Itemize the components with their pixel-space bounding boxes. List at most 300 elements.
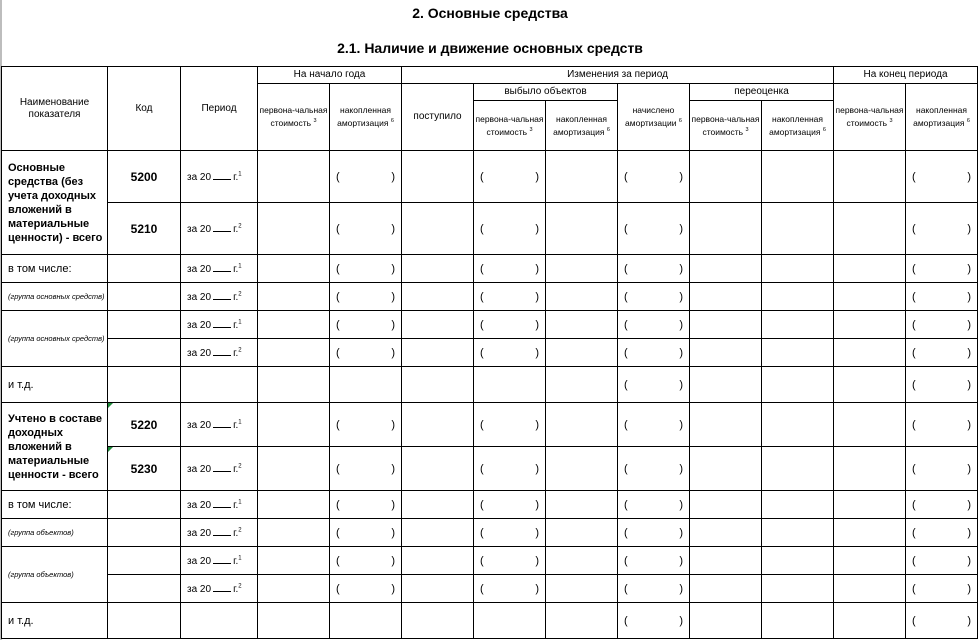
value-cell[interactable]: [618, 575, 690, 603]
period-prefix: за 20: [187, 292, 212, 303]
paren-open: (: [912, 498, 916, 511]
value-cell[interactable]: [402, 403, 474, 447]
value-cell[interactable]: [402, 151, 474, 203]
value-cell[interactable]: [474, 447, 546, 491]
paren-close: ): [967, 526, 971, 539]
paren-open: (: [624, 498, 628, 511]
value-cell[interactable]: [690, 311, 762, 339]
value-cell[interactable]: [906, 603, 978, 639]
value-cell[interactable]: [834, 339, 906, 367]
value-cell[interactable]: [402, 339, 474, 367]
value-cell[interactable]: [690, 283, 762, 311]
paren-open: (: [624, 582, 628, 595]
row-period[interactable]: [181, 519, 258, 547]
value-cell[interactable]: [546, 403, 618, 447]
value-cell[interactable]: [690, 255, 762, 283]
period-suffix: г.: [233, 292, 239, 303]
value-cell[interactable]: [906, 283, 978, 311]
period-footnote: 1: [238, 419, 242, 426]
value-cell[interactable]: [546, 603, 618, 639]
paren-open: (: [336, 318, 340, 331]
value-cell[interactable]: [834, 603, 906, 639]
table-row: [2, 491, 978, 519]
row-name-dv-name: Учтено в составе доходных вложений в материальные ценности - всего: [2, 403, 108, 491]
paren-open: (: [912, 290, 916, 303]
value-cell[interactable]: [402, 203, 474, 255]
header-disposed-initial: первона-чальная стоимость $^3$: [474, 101, 546, 151]
period-footnote: 2: [238, 583, 242, 590]
value-cell[interactable]: [762, 403, 834, 447]
value-cell[interactable]: [618, 203, 690, 255]
row-period[interactable]: [181, 339, 258, 367]
value-cell[interactable]: [690, 491, 762, 519]
value-cell[interactable]: [834, 547, 906, 575]
value-cell[interactable]: [258, 519, 330, 547]
period-footnote: 2: [238, 291, 242, 298]
period-suffix: г.: [233, 420, 239, 431]
paren-close: ): [535, 318, 539, 331]
paren-close: ): [391, 582, 395, 595]
table-row: [2, 311, 978, 339]
year-blank[interactable]: [213, 262, 231, 272]
value-cell[interactable]: [474, 283, 546, 311]
value-cell[interactable]: [834, 575, 906, 603]
value-cell[interactable]: [690, 339, 762, 367]
table-row: [2, 255, 978, 283]
table-row: [2, 283, 978, 311]
paren-close: ): [679, 222, 683, 235]
value-cell[interactable]: [258, 403, 330, 447]
value-cell[interactable]: [906, 367, 978, 403]
value-cell[interactable]: [402, 283, 474, 311]
value-cell[interactable]: [618, 603, 690, 639]
paren-open: (: [336, 554, 340, 567]
paren-open: (: [912, 346, 916, 359]
value-cell[interactable]: [762, 283, 834, 311]
header-end-initial: первона-чальная стоимость $^3$: [834, 84, 906, 151]
value-cell[interactable]: [618, 519, 690, 547]
value-cell[interactable]: [474, 547, 546, 575]
value-cell[interactable]: [330, 151, 402, 203]
value-cell[interactable]: [258, 491, 330, 519]
header-reval-initial: первона-чальная стоимость $^3$: [690, 101, 762, 151]
value-cell[interactable]: [258, 311, 330, 339]
year-blank[interactable]: [213, 418, 231, 428]
paren-open: (: [912, 262, 916, 275]
paren-close: ): [679, 614, 683, 627]
year-blank[interactable]: [213, 170, 231, 180]
row-period[interactable]: [181, 547, 258, 575]
row-period[interactable]: [181, 255, 258, 283]
row-period[interactable]: [181, 447, 258, 491]
value-cell[interactable]: [618, 151, 690, 203]
value-cell[interactable]: [258, 203, 330, 255]
paren-close: ): [391, 526, 395, 539]
value-cell[interactable]: [834, 447, 906, 491]
paren-open: (: [624, 222, 628, 235]
period-suffix: г.: [233, 264, 239, 275]
paren-close: ): [967, 498, 971, 511]
value-cell[interactable]: [474, 151, 546, 203]
value-cell[interactable]: [546, 547, 618, 575]
paren-open: (: [480, 262, 484, 275]
value-cell[interactable]: [762, 311, 834, 339]
value-cell[interactable]: [258, 603, 330, 639]
value-cell[interactable]: [474, 367, 546, 403]
value-cell[interactable]: [618, 255, 690, 283]
value-cell[interactable]: [402, 547, 474, 575]
paren-open: (: [480, 498, 484, 511]
value-cell[interactable]: [330, 603, 402, 639]
value-cell[interactable]: [618, 339, 690, 367]
paren-open: (: [912, 378, 916, 391]
paren-close: ): [679, 418, 683, 431]
paren-open: (: [336, 222, 340, 235]
paren-open: (: [480, 346, 484, 359]
paren-close: ): [679, 526, 683, 539]
value-cell[interactable]: [906, 311, 978, 339]
period-prefix: за 20: [187, 500, 212, 511]
value-cell[interactable]: [618, 491, 690, 519]
period-prefix: за 20: [187, 348, 212, 359]
value-cell[interactable]: [474, 311, 546, 339]
header-name: Наименование показателя: [2, 67, 108, 151]
value-cell[interactable]: [330, 447, 402, 491]
header-begin-initial: первона-чальная стоимость $^3$: [258, 84, 330, 151]
value-cell[interactable]: [330, 203, 402, 255]
row-period[interactable]: [181, 311, 258, 339]
table-row: [2, 603, 978, 639]
paren-close: ): [391, 462, 395, 475]
row-code[interactable]: [108, 283, 181, 311]
value-cell[interactable]: [906, 519, 978, 547]
value-cell[interactable]: [474, 203, 546, 255]
row-period[interactable]: [181, 283, 258, 311]
header-changes: Изменения за период: [402, 67, 834, 84]
value-cell[interactable]: [906, 151, 978, 203]
paren-open: (: [912, 554, 916, 567]
year-blank[interactable]: [213, 554, 231, 564]
paren-open: (: [624, 418, 628, 431]
header-code: Код: [108, 67, 181, 151]
row-code[interactable]: [108, 367, 181, 403]
value-cell[interactable]: [618, 403, 690, 447]
value-cell[interactable]: [402, 491, 474, 519]
value-cell[interactable]: [762, 547, 834, 575]
row-name-incl-label: в том числе:: [2, 255, 108, 283]
table-row: [2, 339, 978, 367]
value-cell[interactable]: [762, 367, 834, 403]
value-cell[interactable]: [258, 255, 330, 283]
period-footnote: 1: [238, 263, 242, 270]
row-code[interactable]: [108, 339, 181, 367]
row-code: 5200: [108, 151, 181, 203]
fixed-assets-table: [1, 66, 978, 639]
value-cell[interactable]: [690, 575, 762, 603]
paren-open: (: [624, 614, 628, 627]
value-cell[interactable]: [546, 519, 618, 547]
row-period[interactable]: [181, 403, 258, 447]
value-cell[interactable]: [330, 403, 402, 447]
value-cell[interactable]: [330, 575, 402, 603]
period-prefix: за 20: [187, 584, 212, 595]
paren-close: ): [535, 498, 539, 511]
value-cell[interactable]: [474, 603, 546, 639]
paren-open: (: [336, 418, 340, 431]
value-cell[interactable]: [330, 519, 402, 547]
value-cell[interactable]: [690, 547, 762, 575]
row-code: 5230: [108, 447, 181, 491]
row-period[interactable]: [181, 575, 258, 603]
value-cell[interactable]: [402, 367, 474, 403]
value-cell[interactable]: [474, 339, 546, 367]
value-cell[interactable]: [762, 255, 834, 283]
value-cell[interactable]: [546, 447, 618, 491]
paren-open: (: [480, 222, 484, 235]
value-cell[interactable]: [834, 255, 906, 283]
row-period: [181, 603, 258, 639]
value-cell[interactable]: [330, 339, 402, 367]
value-cell[interactable]: [402, 519, 474, 547]
row-code: 5210: [108, 203, 181, 255]
period-footnote: 2: [238, 347, 242, 354]
subsection-title: 2.1. Наличие и движение основных средств: [337, 40, 643, 56]
value-cell[interactable]: [618, 367, 690, 403]
year-blank[interactable]: [213, 290, 231, 300]
value-cell[interactable]: [258, 575, 330, 603]
value-cell[interactable]: [834, 491, 906, 519]
paren-close: ): [967, 462, 971, 475]
value-cell[interactable]: [834, 203, 906, 255]
paren-close: ): [967, 290, 971, 303]
paren-close: ): [967, 222, 971, 235]
value-cell[interactable]: [762, 491, 834, 519]
header-begin: На начало года: [258, 67, 402, 84]
paren-open: (: [480, 554, 484, 567]
value-cell[interactable]: [690, 367, 762, 403]
value-cell[interactable]: [330, 367, 402, 403]
period-prefix: за 20: [187, 528, 212, 539]
paren-open: (: [624, 290, 628, 303]
value-cell[interactable]: [906, 339, 978, 367]
paren-close: ): [535, 290, 539, 303]
header-revaluation: переоценка: [690, 84, 834, 101]
row-period[interactable]: [181, 203, 258, 255]
row-code[interactable]: [108, 575, 181, 603]
value-cell[interactable]: [546, 575, 618, 603]
value-cell[interactable]: [330, 491, 402, 519]
period-suffix: г.: [233, 528, 239, 539]
value-cell[interactable]: [546, 311, 618, 339]
value-cell[interactable]: [906, 575, 978, 603]
paren-close: ): [391, 346, 395, 359]
value-cell[interactable]: [330, 283, 402, 311]
header-received: поступило: [402, 84, 474, 151]
value-cell[interactable]: [402, 575, 474, 603]
value-cell[interactable]: [474, 491, 546, 519]
value-cell[interactable]: [258, 339, 330, 367]
year-blank[interactable]: [213, 222, 231, 232]
section-title: 2. Основные средства: [412, 5, 568, 21]
value-cell[interactable]: [546, 283, 618, 311]
paren-close: ): [535, 418, 539, 431]
row-code[interactable]: [108, 255, 181, 283]
paren-close: ): [679, 378, 683, 391]
period-suffix: г.: [233, 500, 239, 511]
value-cell[interactable]: [690, 203, 762, 255]
paren-close: ): [535, 526, 539, 539]
value-cell[interactable]: [762, 339, 834, 367]
value-cell[interactable]: [834, 519, 906, 547]
value-cell[interactable]: [402, 603, 474, 639]
value-cell[interactable]: [834, 151, 906, 203]
row-period[interactable]: [181, 491, 258, 519]
paren-open: (: [480, 462, 484, 475]
table-row: [2, 575, 978, 603]
row-code[interactable]: [108, 547, 181, 575]
value-cell[interactable]: [762, 447, 834, 491]
value-cell[interactable]: [402, 447, 474, 491]
row-code[interactable]: [108, 603, 181, 639]
value-cell[interactable]: [834, 403, 906, 447]
value-cell[interactable]: [834, 283, 906, 311]
value-cell[interactable]: [258, 447, 330, 491]
value-cell[interactable]: [762, 603, 834, 639]
period-suffix: г.: [233, 224, 239, 235]
value-cell[interactable]: [546, 491, 618, 519]
value-cell[interactable]: [474, 519, 546, 547]
year-blank[interactable]: [213, 526, 231, 536]
value-cell[interactable]: [474, 255, 546, 283]
value-cell[interactable]: [474, 575, 546, 603]
value-cell[interactable]: [618, 283, 690, 311]
value-cell[interactable]: [258, 367, 330, 403]
value-cell[interactable]: [330, 547, 402, 575]
header-depr-charged: начислено амортизации $^6$: [618, 84, 690, 151]
value-cell[interactable]: [546, 203, 618, 255]
paren-close: ): [391, 554, 395, 567]
row-code[interactable]: [108, 491, 181, 519]
year-blank[interactable]: [213, 346, 231, 356]
value-cell[interactable]: [906, 491, 978, 519]
paren-close: ): [967, 582, 971, 595]
value-cell[interactable]: [402, 255, 474, 283]
paren-open: (: [624, 526, 628, 539]
row-code[interactable]: [108, 519, 181, 547]
row-period: [181, 367, 258, 403]
paren-close: ): [535, 262, 539, 275]
header-begin-depr: накопленная амортизация $^6$: [330, 84, 402, 151]
paren-close: ): [967, 262, 971, 275]
period-prefix: за 20: [187, 320, 212, 331]
value-cell[interactable]: [762, 203, 834, 255]
row-code[interactable]: [108, 311, 181, 339]
value-cell[interactable]: [690, 603, 762, 639]
value-cell[interactable]: [762, 519, 834, 547]
paren-close: ): [535, 582, 539, 595]
value-cell[interactable]: [546, 151, 618, 203]
period-prefix: за 20: [187, 224, 212, 235]
value-cell[interactable]: [258, 151, 330, 203]
value-cell[interactable]: [690, 151, 762, 203]
value-cell[interactable]: [618, 447, 690, 491]
paren-close: ): [535, 462, 539, 475]
table-row: [2, 403, 978, 447]
value-cell[interactable]: [834, 367, 906, 403]
period-suffix: г.: [233, 320, 239, 331]
paren-open: (: [336, 346, 340, 359]
value-cell[interactable]: [906, 203, 978, 255]
value-cell[interactable]: [546, 367, 618, 403]
paren-close: ): [535, 170, 539, 183]
paren-open: (: [480, 418, 484, 431]
paren-open: (: [624, 462, 628, 475]
row-name-group-label: (группа объектов): [2, 519, 108, 547]
value-cell[interactable]: [474, 403, 546, 447]
period-footnote: 1: [238, 319, 242, 326]
value-cell[interactable]: [906, 255, 978, 283]
row-name-os-name: Основные средства (без учета доходных вложений в материальные ценности) - всего: [2, 151, 108, 255]
table-row: [2, 203, 978, 255]
value-cell[interactable]: [906, 403, 978, 447]
paren-close: ): [967, 378, 971, 391]
value-cell[interactable]: [690, 403, 762, 447]
period-footnote: 2: [238, 223, 242, 230]
value-cell[interactable]: [546, 339, 618, 367]
value-cell[interactable]: [402, 311, 474, 339]
value-cell[interactable]: [258, 283, 330, 311]
value-cell[interactable]: [834, 311, 906, 339]
paren-close: ): [535, 222, 539, 235]
paren-close: ): [679, 582, 683, 595]
row-code: 5220: [108, 403, 181, 447]
header-disposed: выбыло объектов: [474, 84, 618, 101]
value-cell[interactable]: [906, 547, 978, 575]
table-row: [2, 547, 978, 575]
period-suffix: г.: [233, 584, 239, 595]
paren-open: (: [624, 554, 628, 567]
value-cell[interactable]: [762, 151, 834, 203]
year-blank[interactable]: [213, 498, 231, 508]
value-cell[interactable]: [762, 575, 834, 603]
period-footnote: 1: [238, 555, 242, 562]
period-prefix: за 20: [187, 172, 212, 183]
value-cell[interactable]: [690, 447, 762, 491]
row-name-group-label: (группа основных средств): [2, 311, 108, 367]
row-period[interactable]: [181, 151, 258, 203]
year-blank[interactable]: [213, 582, 231, 592]
period-prefix: за 20: [187, 420, 212, 431]
value-cell[interactable]: [546, 255, 618, 283]
value-cell[interactable]: [330, 311, 402, 339]
value-cell[interactable]: [690, 519, 762, 547]
year-blank[interactable]: [213, 318, 231, 328]
period-footnote: 1: [238, 499, 242, 506]
paren-close: ): [967, 554, 971, 567]
period-suffix: г.: [233, 556, 239, 567]
value-cell[interactable]: [330, 255, 402, 283]
value-cell[interactable]: [618, 311, 690, 339]
paren-open: (: [480, 582, 484, 595]
value-cell[interactable]: [906, 447, 978, 491]
value-cell[interactable]: [618, 547, 690, 575]
paren-close: ): [391, 222, 395, 235]
header-period: Период: [181, 67, 258, 151]
paren-open: (: [480, 526, 484, 539]
table-row: [2, 519, 978, 547]
value-cell[interactable]: [258, 547, 330, 575]
year-blank[interactable]: [213, 462, 231, 472]
